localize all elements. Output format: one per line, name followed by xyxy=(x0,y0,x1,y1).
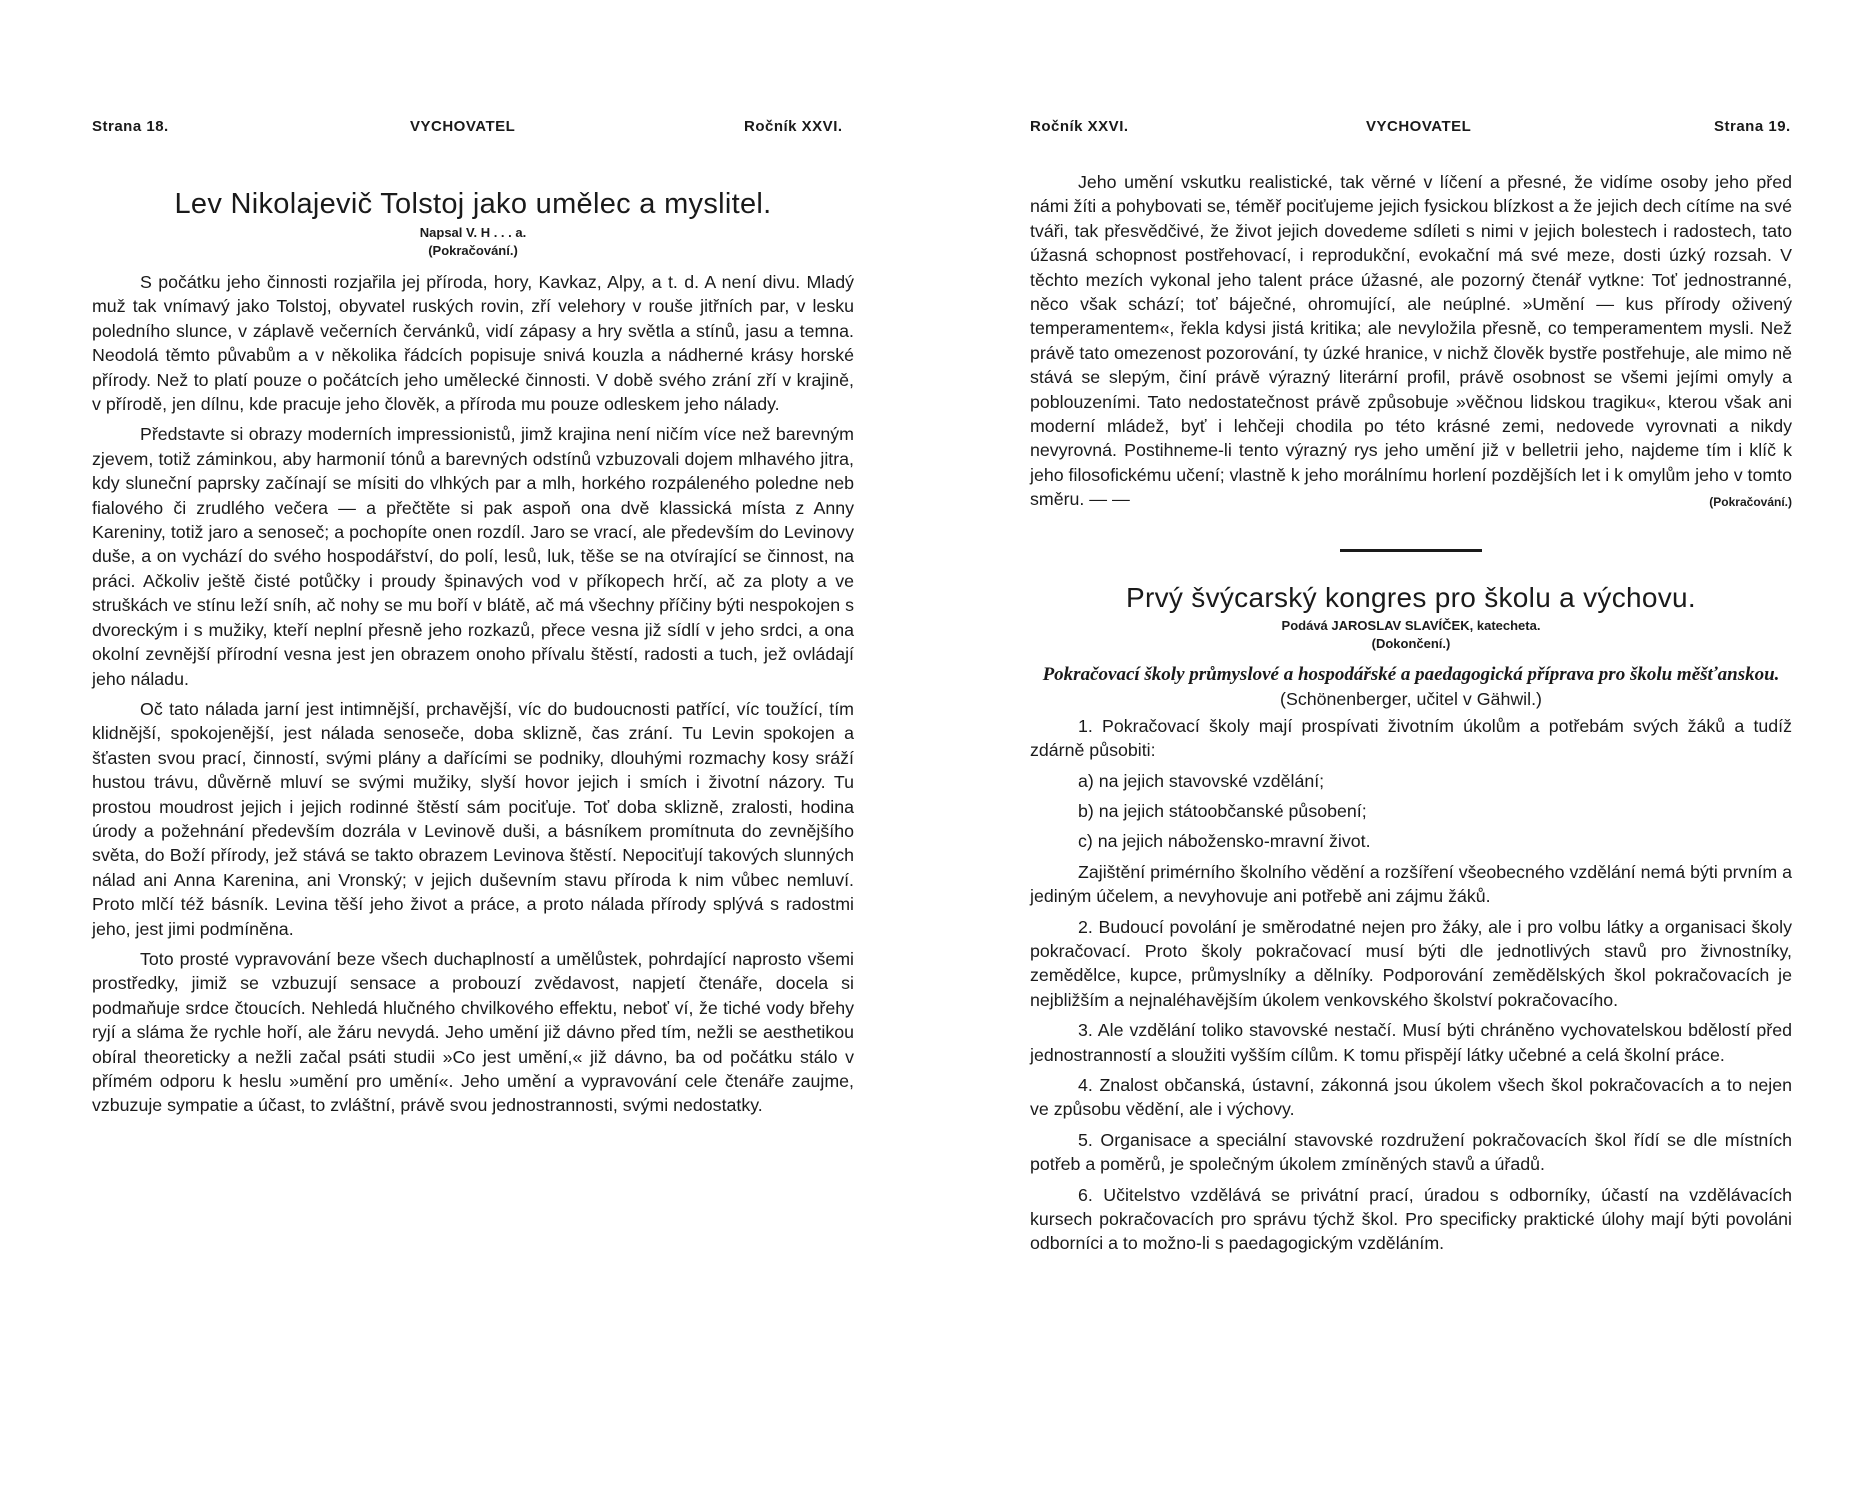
list-item: a) na jejich stavovské vzdělání; xyxy=(1078,770,1325,791)
paragraph-text: Jeho umění vskutku realistické, tak věrné v líčení a přesné, že vidíme osoby jeho před námi žíti a pohybovati se, téměř pociťujeme jejich fysickou blízkost a že jejich dech cítíme na své tváři, tak přesvědčivé, že život jejich dovedeme sdíleti s nimi v jejich bolestech i radostech, tato úžasná schopnost postřehovací, i reprodukční, evokační má své meze, dosti úzký rozsah. V těchto mezích vykonal jeho talent práce úžasné, ale pozorný čtenář vytkne: Toť jednostranné, něco však schází; toť báječné, ohromující, ale neúplné. »Umění — kus přírody oživený temperamentem«, řekla kdysi jistá kritika; ale nevyložila přesně, co temperamentem mysli. Než právě tato omezenost pozorování, ty úzké hranice, v nichž člověk bystře postřehuje, ale mimo ně stává se slepým, činí právě výrazný literární profil, právě osobnost se všemi jejími omyly a poblouzeními. Tato nedostatečnost právě způsobuje »věčnou lidskou tragiku«, kterou však ani moderní mládež, byť i lehčeji chodila po této krásné zemi, nedovede vyrovnati a nikdy nevyrovná. Postihneme-li tento výrazný rys jeho umění již v belletrii jeho, najdeme tím i klíč k jeho filosofickému učení; vlastně k jeho morálnímu horlení pozdějších let i k omylům jeho v tomto směru. — — xyxy=(1030,172,1793,510)
article-byline: Napsal V. H . . . a. xyxy=(419,225,527,240)
right-page xyxy=(934,0,1868,1500)
article-status: (Dokončení.) xyxy=(1371,635,1451,651)
left-volume: Ročník XXVI. xyxy=(744,118,843,135)
right-journal-title: VYCHOVATEL xyxy=(1366,118,1472,135)
left-column xyxy=(92,170,854,1118)
list-item: 5. Organisace a speciální stavovské rozdružení pokračovacích škol řídí se dle místních potřeb a poměrů, je společným úkolem zmíněných stavů a úřadů. xyxy=(1030,1129,1792,1175)
paragraph: S počátku jeho činnosti rozjařila jej příroda, hory, Kavkaz, Alpy, a t. d. A není divu. Mladý muž tak vnímavý jako Tolstoj, obyvatel ruských rovin, zří velehory v rouše jitřních par, v lesku poledního slunce, v záplavě večerních červánků, vidí zápasy a hry světla a stínů, jasu a temna. Neodolá těmto půvabům a v několika řádcích popisuje snivá kouzla a nádherné krásy horské přírody. Než to platí pouze o počátcích jeho umělecké činnosti. V době svého zrání zří v krajině, v přírodě, jen dílnu, kde pracuje jeho člověk, a příroda mu pouze odleskem jeho nálady. xyxy=(92,272,854,415)
article-byline xyxy=(1030,618,1792,633)
section-subheading xyxy=(1030,663,1792,712)
right-volume: Ročník XXVI. xyxy=(1030,118,1129,135)
right-page-number: Strana 19. xyxy=(1714,118,1791,135)
author-name: JAROSLAV SLAVÍČEK, xyxy=(1331,617,1474,633)
paragraph: Oč tato nálada jarní jest intimnější, prchavější, víc do budoucnosti patřící, víc toužící, tím klidnější, spokojenější, jest nálada senoseče, doba sklizně, čas zrání. Tu Levin spokojen a šťasten svou prací, činností, svými plány a dařícími se podniky, dlouhými rozmachy kosy sráží hustou trávu, důvěrně mluví se svými mužiky, slyší hovor jejich i smích i životní názory. Tu prostou moudrost jejich i jejich rodinné štěstí sám pociťuje. Toť doba sklizně, zralosti, hodina úrody a požehnání především dozrála v Levinově duši, a básníkem promítnuta do zevnějšího světa, do Boží přírody, jež stává se takto obrazem Levinova štěstí. Nepociťují takových slunných nálad ani Anna Karenina, ani Vronský; v jejich duševním stavu příroda k nim vůbec nemluví. Proto mlčí též básník. Levina těší jeho život a práce, a proto nálada přírody splývá s radostmi jeho, jest jimi podmíněna. xyxy=(92,698,854,939)
list-item: 4. Znalost občanská, ústavní, zákonná jsou úkolem všech škol pokračovacích a to nejen ve způsobu vědění, ale i výchovy. xyxy=(1030,1074,1792,1120)
paragraph xyxy=(1030,170,1792,512)
paragraph: Představte si obrazy moderních impressionistů, jimž krajina není ničím více než barevným zjevem, totiž záminkou, aby harmonií tónů a barevných odstínů vzbuzovali dojem mlhavého jitra, kdy sluneční paprsky začínají se mísiti do vlhkých par a mlh, horkého rozpáleného poledne neb fialového či zrudlého večera — a přečtěte si pak aspoň ona dvě klassická místa z Anny Kareniny, totiž jaro a senoseč; a pochopíte onen rozdíl. Jaro se vrací, ale především do Levinovy duše, a on vychází do svého hospodářství, do polí, lesů, luk, těše se na otvírající se činnost, na práci. Ačkoliv ještě čisté potůčky i proudy špinavých vod v příkopech hrčí, ač za ploty a ve struškách ve stínu leží sníh, ač nohy se mu boří v blátě, ač má všechny příčiny býti nespokojen s dvoreckým i s mužiky, kteří neplní přesně jeho rozkazů, přece vesna již sídlí v jeho srdci, a ona okolní zevnější přírodní vesna jest jen obrazem onoho přívalu štěstí, radosti a tuch, jež ovládají jeho náladu. xyxy=(92,424,854,689)
list-item: b) na jejich státoobčanské působení; xyxy=(1078,800,1367,821)
right-column xyxy=(1030,170,1792,1256)
list-item: 1. Pokračovací školy mají prospívati životním úkolům a potřebám svých žáků a tudíž zdárně působiti: xyxy=(1030,715,1792,761)
article-title: Prvý švýcarský kongres pro školu a výchovu. xyxy=(1126,581,1696,613)
list-item: 6. Učitelstvo vzdělává se privátní prací, úradou s odborníky, účastí na vzdělávacích kursech pokračovacích pro správu týchž škol. Pro specificky praktické úlohy mají býti povoláni odborníci a to možno-li s paedagogickým vzděláním. xyxy=(1030,1184,1792,1254)
paragraph: Toto prosté vypravování beze všech duchaplností a umělůstek, pohrdající naprosto všemi prostředky, jimiž se vzbuzují sensace a probouzí zvědavost, napjetí čtenáře, docela si podmaňuje srdce čtoucích. Nehledá hlučného chvilkového effektu, neboť ví, že tiché vody břehy ryjí a sláma že rychle hoří, ale žáru nevydá. Jeho umění již dávno před tím, nežli se aesthetikou obíral theoreticky a nežli začal psáti studii »Co jest umění,« již dávno, ba od počátku stálo v přímém odporu k heslu »umění pro umění«. Jeho umění a vypravování cele čtenáře zaujme, vzbuzuje sympatie a účast, to zvláštní, právě svou jednostrannosti, svými nedostatky. xyxy=(92,948,854,1116)
left-journal-title: VYCHOVATEL xyxy=(410,118,516,135)
section-divider xyxy=(1340,549,1482,552)
list-item: 2. Budoucí povolání je směrodatné nejen pro žáky, ale i pro volbu látky a organisaci školy pokračovací. Proto školy pokračovací musí býti dle jednotlivých stavů pro živnostníky, zemědělce, kupce, průmyslníky a dělníky. Podporování zemědělských škol pokračovacích je nejbližším a nejnaléhavějším úkolem venkovského školství pokračovacího. xyxy=(1030,916,1792,1010)
byline-prefix: Podává xyxy=(1281,617,1328,633)
author-role: katecheta. xyxy=(1476,617,1541,633)
left-page-number: Strana 18. xyxy=(92,118,169,135)
paragraph: Zajištění primérního školního vědění a rozšíření všeobecného vzdělání nemá býti prvním a jediným účelem, a nevyhovuje ani potřebě ani zájmu žáků. xyxy=(1030,861,1792,907)
list-item: c) na jejich náboženskо-mravní život. xyxy=(1078,831,1371,852)
subheading-source: (Schönenberger, učitel v Gähwil.) xyxy=(1280,688,1542,709)
list-item: 3. Ale vzdělání toliko stavovské nestačí. Musí býti chráněno vychovatelskou bdělostí před jednostranností a sloužiti vyšším cílům. K tomu přispějí látky učebné a celá školní práce. xyxy=(1030,1020,1792,1065)
continued-note: (Pokračování.) xyxy=(1709,495,1792,510)
article-title: Lev Nikolajevič Tolstoj jako umělec a myslitel. xyxy=(174,188,772,220)
article-status: (Pokračování.) xyxy=(428,243,518,258)
subheading-title: Pokračovací školy průmyslové a hospodářské a paedagogická příprava pro školu měšťanskou. xyxy=(1042,663,1780,685)
